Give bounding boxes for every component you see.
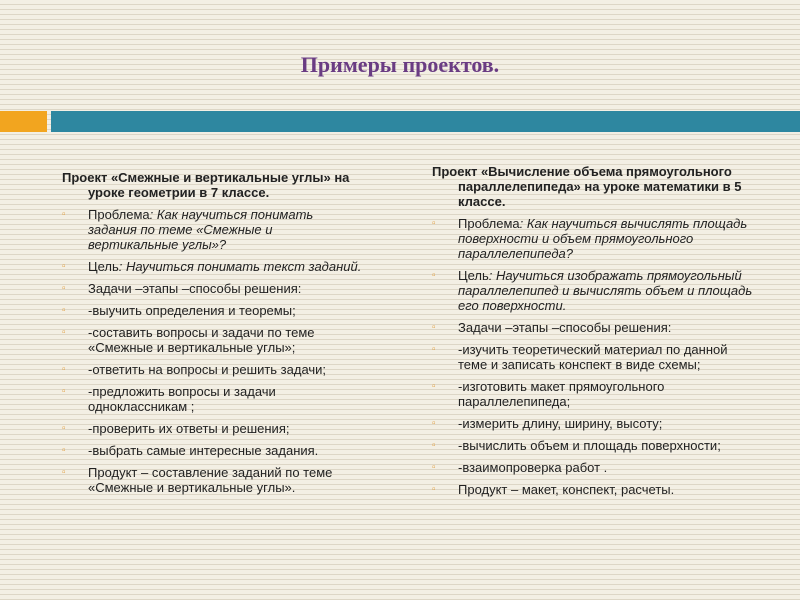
bullet-icon: ▫: [62, 364, 66, 375]
list-item-text: -изготовить макет прямоугольного параллелепипеда;: [458, 379, 665, 409]
right-column: [432, 164, 757, 504]
left-goal-label: Цель: [88, 259, 119, 274]
list-item-text: -изучить теоретический материал по данной теме и записать конспект в виде схемы;: [458, 342, 728, 372]
list-item-text: -выбрать самые интересные задания.: [88, 443, 319, 458]
right-goal-text: : Научиться изображать прямоугольный параллелепипед и вычислять объем и площадь его поверхности.: [458, 268, 753, 313]
bullet-icon: ▫: [62, 261, 66, 272]
bullet-icon: ▫: [432, 484, 436, 495]
list-item-text: -ответить на вопросы и решить задачи;: [88, 362, 327, 377]
list-item: [432, 416, 757, 431]
list-item-text: -выучить определения и теоремы;: [88, 303, 296, 318]
right-problem-text: : Как научиться вычислять площадь поверхности и объем прямоугольного параллелепипеда?: [458, 216, 748, 261]
bullet-icon: ▫: [62, 209, 66, 220]
list-item: [62, 443, 362, 458]
list-item-text: Продукт – макет, конспект, расчеты.: [458, 482, 675, 497]
bullet-icon: ▫: [62, 386, 66, 397]
bullet-icon: ▫: [432, 270, 436, 281]
bullet-icon: ▫: [432, 418, 436, 429]
list-item-text: -проверить их ответы и решения;: [88, 421, 290, 436]
list-item: [432, 460, 757, 475]
right-project-heading: Проект «Вычисление объема прямоугольного параллелепипеда» на уроке математики в 5 классе.: [432, 164, 742, 209]
left-problem-label: Проблема: [88, 207, 150, 222]
list-item: [62, 465, 362, 495]
list-item: [432, 482, 757, 497]
bullet-icon: ▫: [432, 440, 436, 451]
left-column: [62, 170, 362, 502]
bullet-icon: ▫: [62, 283, 66, 294]
bullet-icon: ▫: [432, 462, 436, 473]
list-item: [62, 362, 362, 377]
bullet-icon: ▫: [432, 218, 436, 229]
list-item-text: -вычислить объем и площадь поверхности;: [458, 438, 721, 453]
bullet-icon: ▫: [62, 467, 66, 478]
left-goal-text: : Научиться понимать текст заданий.: [118, 259, 362, 274]
list-item: [432, 438, 757, 453]
left-problem-text: : Как научиться понимать задания по теме «Смежные и вертикальные углы»?: [88, 207, 314, 252]
right-goal: [432, 268, 757, 313]
bullet-icon: ▫: [432, 344, 436, 355]
left-project-heading: Проект «Смежные и вертикальные углы» на уроке геометрии в 7 классе.: [62, 170, 350, 200]
bullet-icon: ▫: [62, 305, 66, 316]
list-item-text: -взаимопроверка работ .: [458, 460, 608, 475]
bullet-icon: ▫: [62, 327, 66, 338]
list-item: [62, 325, 362, 355]
left-goal: [62, 259, 362, 274]
list-item: [62, 384, 362, 414]
list-item-text: -составить вопросы и задачи по теме «Смежные и вертикальные углы»;: [88, 325, 315, 355]
bullet-icon: ▫: [432, 322, 436, 333]
bullet-icon: ▫: [62, 445, 66, 456]
left-problem: [62, 207, 362, 252]
bullet-icon: ▫: [62, 423, 66, 434]
slide-title: Примеры проектов.: [300, 52, 500, 77]
list-item: [62, 303, 362, 318]
list-item: [62, 421, 362, 436]
list-item-text: Задачи –этапы –способы решения:: [88, 281, 302, 296]
right-goal-label: Цель: [458, 268, 489, 283]
list-item-text: Задачи –этапы –способы решения:: [458, 320, 672, 335]
list-item-text: -измерить длину, ширину, высоту;: [458, 416, 663, 431]
right-problem-label: Проблема: [458, 216, 520, 231]
right-problem: [432, 216, 757, 261]
list-item: [432, 320, 757, 335]
list-item: [62, 281, 362, 296]
list-item: [432, 379, 757, 409]
accent-bar-teal: [51, 111, 800, 132]
list-item: [432, 342, 757, 372]
list-item-text: -предложить вопросы и задачи одноклассникам ;: [88, 384, 276, 414]
accent-bar-orange: [0, 111, 47, 132]
bullet-icon: ▫: [432, 381, 436, 392]
list-item-text: Продукт – составление заданий по теме «Смежные и вертикальные углы».: [88, 465, 333, 495]
